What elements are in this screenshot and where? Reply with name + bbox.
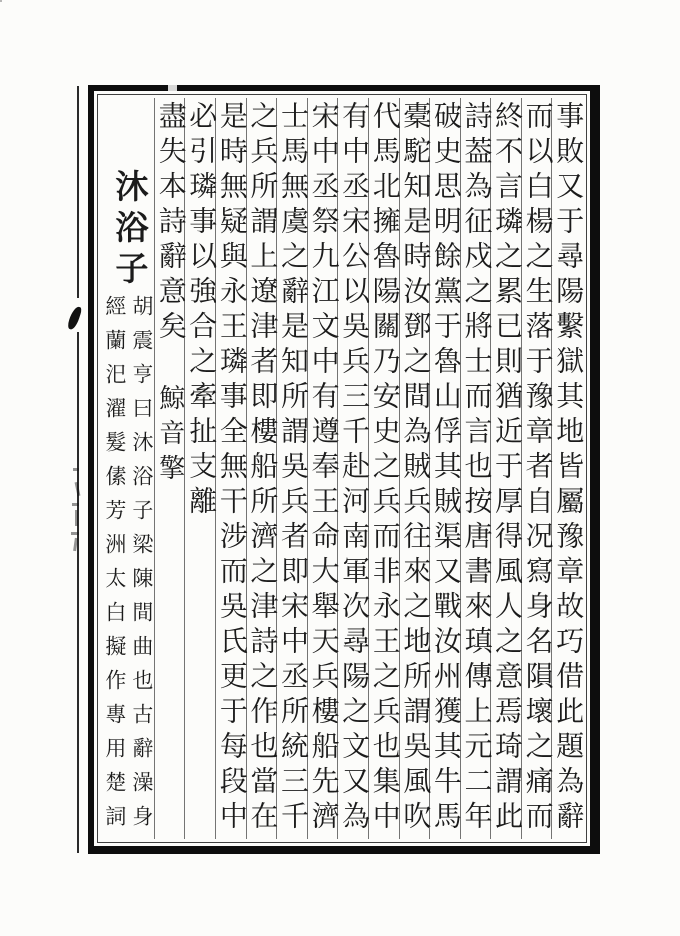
- title-column: [102, 98, 155, 839]
- phonetic-gloss: 鯨音擎: [155, 384, 185, 489]
- commentary-text: 代馬北擁魯陽關乃安史之兵而非永王之兵也集中: [368, 101, 400, 836]
- commentary-column: [400, 98, 431, 839]
- commentary-column: [277, 98, 308, 839]
- commentary-column: [338, 98, 369, 839]
- commentary-column: [185, 98, 216, 839]
- commentary-column: [155, 98, 186, 839]
- commentary-column: [552, 98, 582, 839]
- commentary-text: 之兵所謂上遼津者即樓船所濟之津詩之作也當在: [246, 101, 278, 836]
- spine-character-fragment: [75, 510, 78, 526]
- commentary-column: [247, 98, 278, 839]
- commentary-text: 有中丞宋公以吳兵三千赴河南軍次尋陽之文又為: [338, 101, 370, 836]
- spine-character-fragment: [72, 503, 79, 506]
- spine-character-fragment: [71, 532, 79, 535]
- spine-fold-line-lower: [77, 332, 79, 853]
- poem-title: 沐浴子: [110, 169, 147, 292]
- spine-fold-line-upper: [77, 86, 79, 298]
- scan-notch: [168, 85, 177, 91]
- commentary-text: 士馬無虞之辭是知所謂吳兵者即宋中丞所統三千: [277, 101, 308, 836]
- page-frame: [88, 85, 600, 854]
- ink-smudge: [67, 305, 83, 331]
- commentary-text: 事敗又于尋陽繫獄其地皆屬豫章故巧借此題為辭: [552, 101, 584, 836]
- commentary-text: 宋中丞祭九江文中有遵奉王命大舉天兵樓船先濟: [307, 101, 339, 836]
- annotation-column-right: 胡震亨曰沐浴子梁陳間曲也古辭澡身: [129, 295, 154, 839]
- commentary-column: [216, 98, 247, 839]
- annotation-column-left: 經蘭汜濯髮傃芳洲太白擬作專用楚詞: [102, 295, 127, 839]
- commentary-text: 破史思明餘黨于魯山俘其賊渠又戰汝州獲其牛馬: [429, 101, 461, 836]
- commentary-text: 詩葢為征戍之將士而言也按唐書來瑱傳上元二年: [460, 101, 492, 836]
- interlinear-annotation: [104, 295, 152, 839]
- commentary-column: [308, 98, 339, 839]
- spine-character-fragment: [75, 482, 81, 496]
- commentary-column: [430, 98, 461, 839]
- scan-noise: [0, 0, 2, 2]
- commentary-text: 終不言璘之累已則猶近于厚得風人之意焉琦謂此: [491, 101, 523, 836]
- commentary-text: 橐駝知是時汝鄧之間為賊兵往來之地所謂吳風吹: [399, 101, 431, 836]
- commentary-text: 是時無疑與永王璘事全無干涉而吳氏更于每段中: [215, 101, 247, 836]
- commentary-column: [491, 98, 522, 839]
- commentary-text: 盡失本詩辭意矣: [154, 101, 186, 346]
- commentary-column: [369, 98, 400, 839]
- commentary-text: 而以白楊之生落于豫章者自况寫身名隕壞之痛而: [521, 101, 553, 836]
- commentary-column: [461, 98, 492, 839]
- commentary-column: [522, 98, 553, 839]
- commentary-text: 必引璘事以強合之牽扯支離: [185, 101, 217, 521]
- spine-character-fragment: [73, 468, 79, 471]
- text-block: [102, 98, 582, 839]
